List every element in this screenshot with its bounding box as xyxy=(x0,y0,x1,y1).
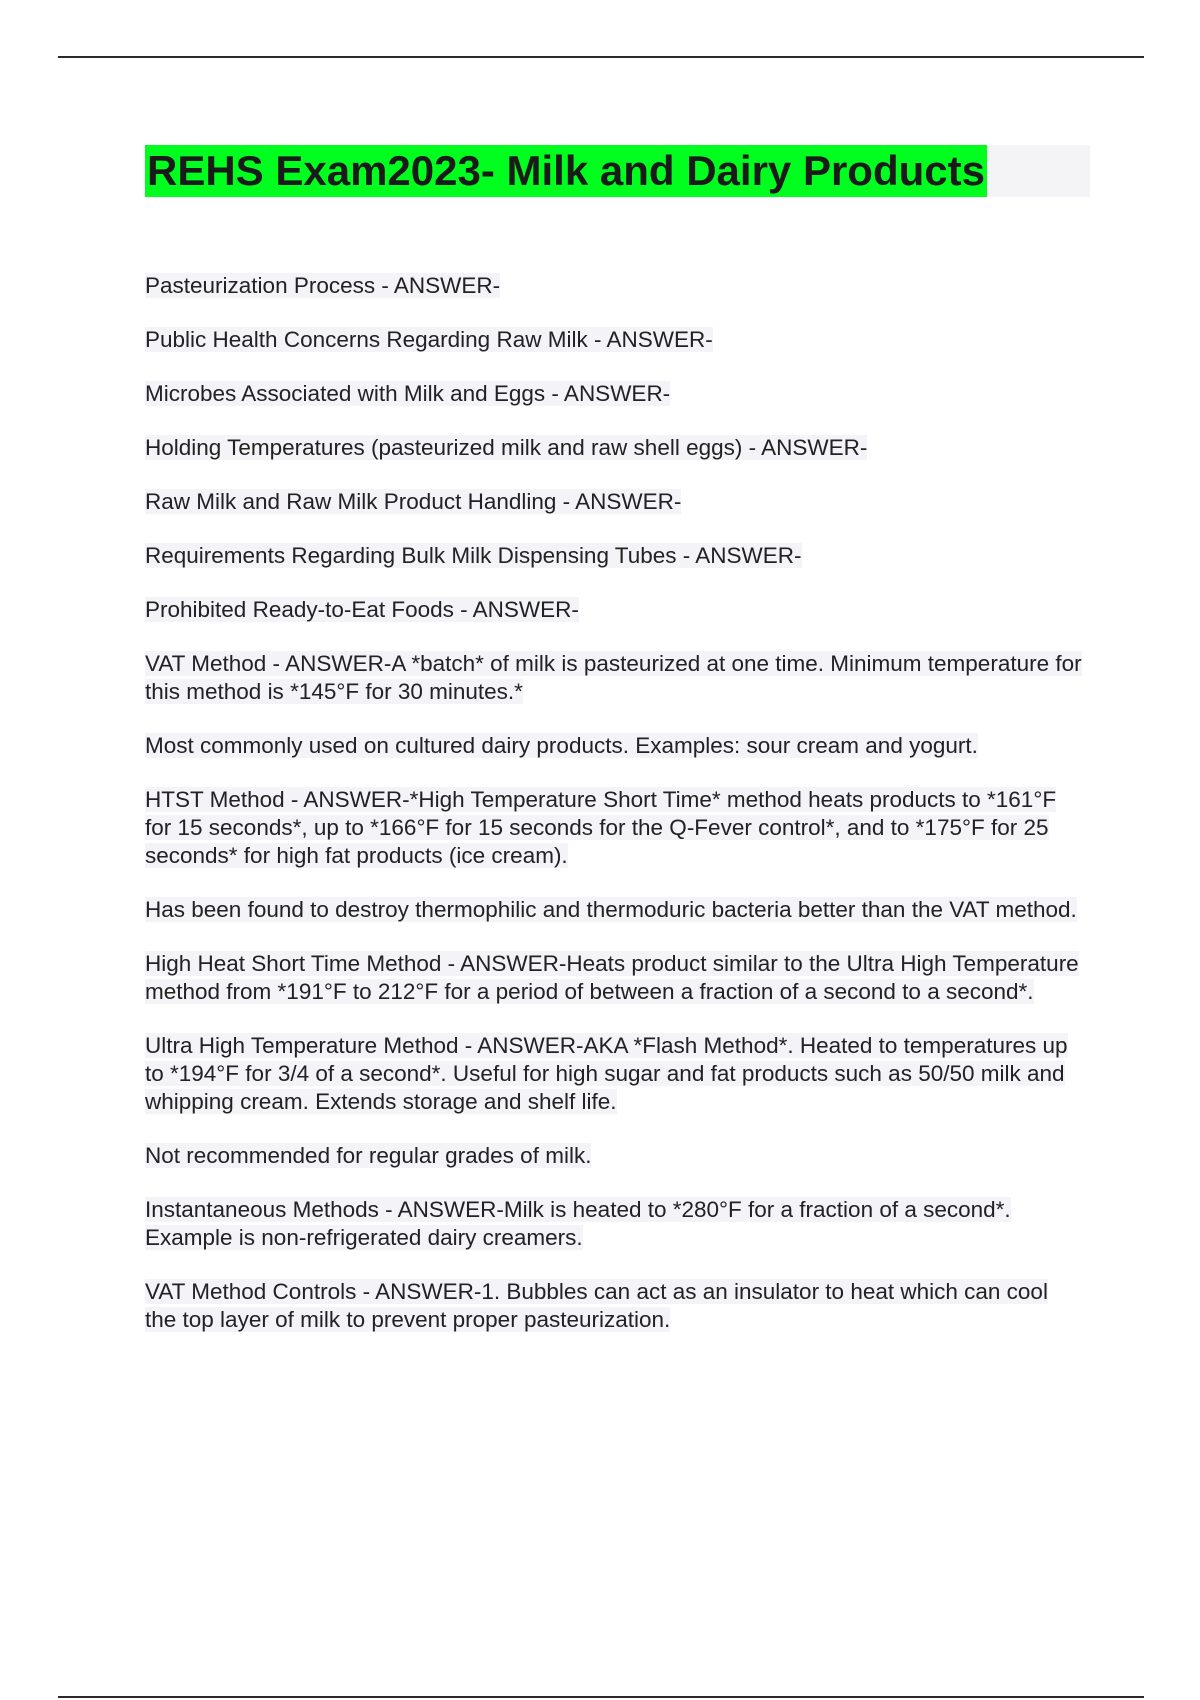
top-rule xyxy=(58,56,1144,58)
entry-text: Most commonly used on cultured dairy products. Examples: sour cream and yogurt. xyxy=(145,733,978,758)
entry-text: Instantaneous Methods - ANSWER-Milk is heated to *280°F for a fraction of a second*. Example is non-refrigerated dairy creamers. xyxy=(145,1197,1011,1250)
entry-text: Requirements Regarding Bulk Milk Dispensing Tubes - ANSWER- xyxy=(145,543,802,568)
qa-entry-raw-milk-concerns xyxy=(145,326,1085,354)
bottom-rule xyxy=(58,1696,1144,1698)
qa-entry-list xyxy=(145,272,1085,1360)
entry-text: Prohibited Ready-to-Eat Foods - ANSWER- xyxy=(145,597,579,622)
qa-entry-htst-method xyxy=(145,786,1085,870)
qa-entry-vat-method xyxy=(145,650,1085,706)
qa-entry-raw-milk-handling xyxy=(145,488,1085,516)
page-title: REHS Exam2023- Milk and Dairy Products xyxy=(145,145,987,197)
qa-entry-uht-method xyxy=(145,1032,1085,1116)
entry-text: Pasteurization Process - ANSWER- xyxy=(145,273,501,298)
qa-entry-instantaneous-methods xyxy=(145,1196,1085,1252)
entry-text: VAT Method Controls - ANSWER-1. Bubbles can act as an insulator to heat which can cool the top layer of milk to prevent proper pasteurization. xyxy=(145,1279,1048,1332)
entry-text: HTST Method - ANSWER-*High Temperature Short Time* method heats products to *161°F for 15 seconds*, up to *166°F for 15 seconds for the Q-Fever control*, and to *175°F for 25 seconds* for high fat products (ice cream). xyxy=(145,787,1057,868)
qa-entry-hhst-method xyxy=(145,950,1085,1006)
entry-text: Holding Temperatures (pasteurized milk and raw shell eggs) - ANSWER- xyxy=(145,435,868,460)
qa-entry-vat-note xyxy=(145,732,1085,760)
entry-text: Public Health Concerns Regarding Raw Milk - ANSWER- xyxy=(145,327,713,352)
entry-text: Not recommended for regular grades of milk. xyxy=(145,1143,592,1168)
entry-text: VAT Method - ANSWER-A *batch* of milk is pasteurized at one time. Minimum temperature for this method is *145°F for 30 minutes.* xyxy=(145,651,1082,704)
entry-text: Ultra High Temperature Method - ANSWER-AKA *Flash Method*. Heated to temperatures up to *194°F for 3/4 of a second*. Useful for high sugar and fat products such as 50/50 milk and whipping cream. Extends storage and shelf life. xyxy=(145,1033,1068,1114)
qa-entry-dispensing-tubes xyxy=(145,542,1085,570)
qa-entry-holding-temperatures xyxy=(145,434,1085,462)
entry-text: Has been found to destroy thermophilic and thermoduric bacteria better than the VAT method. xyxy=(145,897,1077,922)
entry-text: Raw Milk and Raw Milk Product Handling - ANSWER- xyxy=(145,489,682,514)
qa-entry-microbes xyxy=(145,380,1085,408)
qa-entry-pasteurization-process xyxy=(145,272,1085,300)
entry-text: Microbes Associated with Milk and Eggs - ANSWER- xyxy=(145,381,671,406)
qa-entry-htst-note xyxy=(145,896,1085,924)
title-band xyxy=(145,145,1090,197)
qa-entry-prohibited-foods xyxy=(145,596,1085,624)
entry-text: High Heat Short Time Method - ANSWER-Heats product similar to the Ultra High Temperature method from *191°F to 212°F for a period of between a fraction of a second to a second*. xyxy=(145,951,1079,1004)
qa-entry-vat-controls xyxy=(145,1278,1085,1334)
qa-entry-uht-note xyxy=(145,1142,1085,1170)
